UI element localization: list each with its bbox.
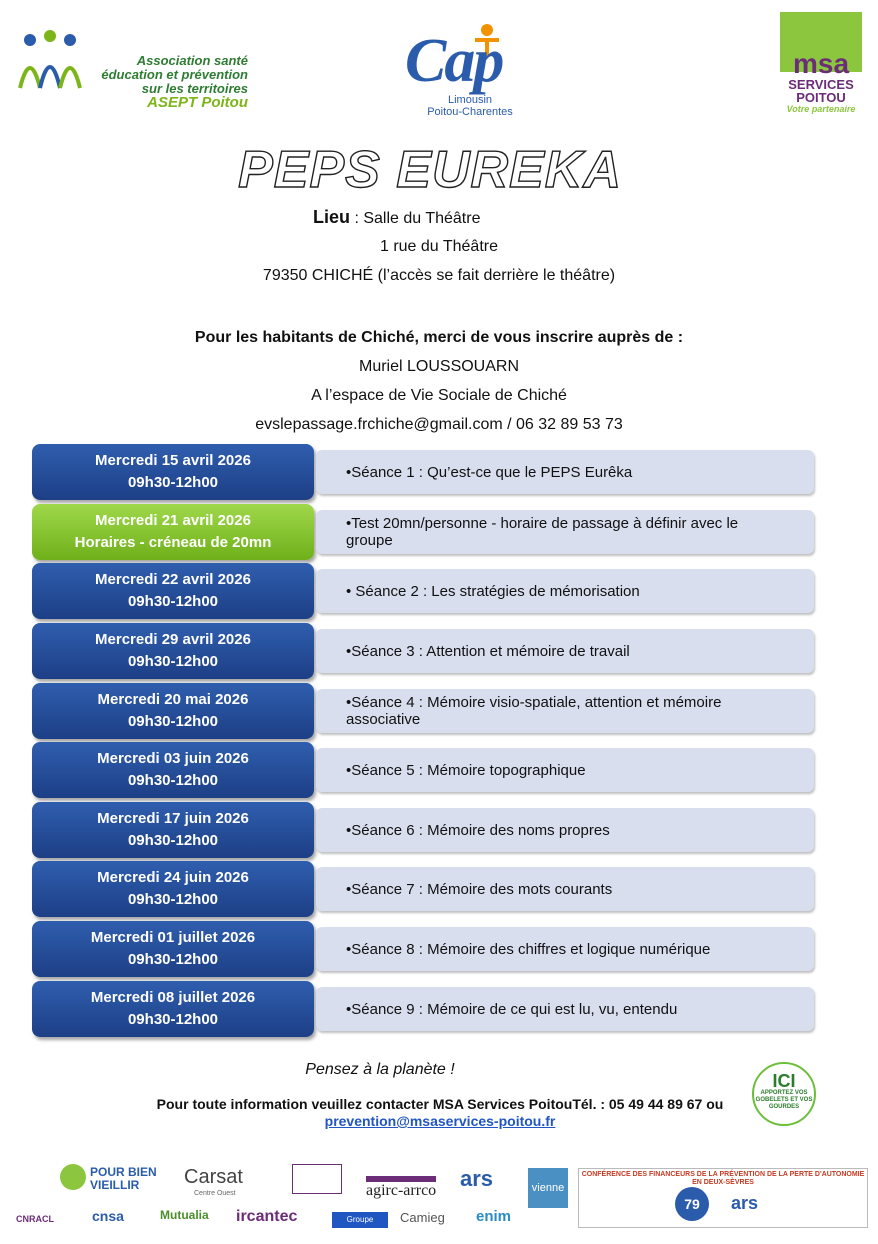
ars-logo: ars bbox=[460, 1166, 494, 1191]
msa-poitou: POITOU bbox=[796, 90, 846, 105]
lieu-line bbox=[313, 207, 480, 228]
pour-bien-vieillir-logo bbox=[60, 1164, 170, 1194]
enim-logo: enim bbox=[476, 1208, 512, 1225]
contact-line: Pour toute information veuillez contacter MSA Services PoitouTél. : 05 49 44 89 67 ou bbox=[156, 1096, 724, 1112]
session-desc: •Séance 3 : Attention et mémoire de travail bbox=[316, 629, 814, 673]
session-desc: •Séance 4 : Mémoire visio-spatiale, attention et mémoire associative bbox=[316, 689, 814, 733]
lieu-sep: : bbox=[350, 210, 364, 227]
asept-line: sur les territoires bbox=[141, 81, 248, 96]
asept-line: éducation et prévention bbox=[101, 67, 248, 82]
session-time: 09h30-12h00 bbox=[127, 951, 219, 968]
cap-word: Cap bbox=[405, 27, 503, 95]
mutualia-logo: Mutualia bbox=[160, 1208, 209, 1222]
session-date-box bbox=[32, 981, 314, 1037]
session-time: 09h30-12h00 bbox=[127, 772, 219, 789]
session-row bbox=[32, 623, 816, 679]
conference-title: CONFÉRENCE DES FINANCEURS DE LA PRÉVENTION DE LA PERTE D'AUTONOMIE EN DEUX-SÈVRES bbox=[581, 1171, 865, 1186]
session-date: Mercredi 21 avril 2026 bbox=[95, 512, 251, 529]
msa-m: msa bbox=[792, 48, 850, 79]
inscription-heading: Pour les habitants de Chiché, merci de vous inscrire auprès de : bbox=[194, 329, 684, 346]
lieu-address: 1 rue du Théâtre bbox=[379, 238, 498, 255]
session-desc: •Séance 6 : Mémoire des noms propres bbox=[316, 808, 814, 852]
inscription-place: A l’espace de Vie Sociale de Chiché bbox=[311, 387, 567, 404]
session-time: 09h30-12h00 bbox=[127, 474, 219, 491]
cap-region bbox=[395, 94, 545, 118]
session-time: 09h30-12h00 bbox=[127, 832, 219, 849]
inscription-name: Muriel LOUSSOUARN bbox=[358, 358, 520, 375]
camieg-logo: Camieg bbox=[400, 1210, 445, 1225]
cnracl-logo: CNRACL bbox=[16, 1214, 54, 1224]
session-row bbox=[32, 802, 816, 858]
cap-region-line: Poitou-Charentes bbox=[427, 106, 513, 118]
session-date: Mercredi 24 juin 2026 bbox=[97, 869, 249, 886]
session-time: Horaires - créneau de 20mn bbox=[74, 534, 272, 551]
session-time: 09h30-12h00 bbox=[127, 593, 219, 610]
session-date: Mercredi 03 juin 2026 bbox=[97, 750, 249, 767]
deux-sevres-logo: 79 bbox=[675, 1187, 709, 1221]
inscription-contact: evslepassage.frchiche@gmail.com / 06 32 89 53 73 bbox=[255, 416, 623, 433]
asept-logo bbox=[10, 28, 250, 128]
session-row bbox=[32, 861, 816, 917]
agirc-arrco-logo: agirc-arrco bbox=[366, 1176, 436, 1200]
page-title: PEPS EUREKA bbox=[238, 141, 622, 199]
carsat-sub: Centre Ouest bbox=[194, 1190, 236, 1197]
asept-name: ASEPT Poitou bbox=[147, 94, 248, 111]
session-date: Mercredi 29 avril 2026 bbox=[95, 631, 251, 648]
session-date: Mercredi 01 juillet 2026 bbox=[90, 929, 256, 946]
session-time: 09h30-12h00 bbox=[127, 653, 219, 670]
cnsa-logo: cnsa bbox=[92, 1208, 124, 1224]
session-date-box bbox=[32, 623, 314, 679]
session-row bbox=[32, 742, 816, 798]
session-row bbox=[32, 981, 816, 1037]
session-time: 09h30-12h00 bbox=[127, 1011, 219, 1028]
asept-text bbox=[88, 54, 248, 110]
ici-text: ICI bbox=[772, 1071, 796, 1091]
session-date: Mercredi 17 juin 2026 bbox=[97, 810, 249, 827]
session-row bbox=[32, 563, 816, 619]
pbv-badge-icon bbox=[60, 1164, 86, 1190]
session-desc: •Séance 7 : Mémoire des mots courants bbox=[316, 867, 814, 911]
carsat-logo: Carsat bbox=[184, 1166, 243, 1188]
session-date-box bbox=[32, 683, 314, 739]
cap-logo bbox=[395, 22, 565, 127]
session-date-box bbox=[32, 742, 314, 798]
session-desc: •Séance 8 : Mémoire des chiffres et logique numérique bbox=[316, 927, 814, 971]
agrica-logo: Groupe AGRICA bbox=[332, 1212, 388, 1228]
session-desc: •Séance 1 : Qu’est-ce que le PEPS Eurêka bbox=[316, 450, 814, 494]
ircantec-logo: ircantec bbox=[236, 1208, 298, 1225]
ars-logo-small: ars bbox=[731, 1193, 759, 1213]
people-icon bbox=[10, 28, 88, 98]
session-desc: •Séance 9 : Mémoire de ce qui est lu, vu, entendu bbox=[316, 987, 814, 1031]
ici-badge bbox=[752, 1062, 816, 1126]
session-date-box bbox=[32, 444, 314, 500]
session-desc: • Séance 2 : Les stratégies de mémorisation bbox=[316, 569, 814, 613]
session-date-box bbox=[32, 504, 314, 560]
msa-services: SERVICES bbox=[788, 77, 854, 92]
session-date-box bbox=[32, 921, 314, 977]
msa-logo bbox=[780, 12, 862, 130]
pbv-text: POUR BIEN VIEILLIR bbox=[90, 1165, 157, 1192]
session-date: Mercredi 22 avril 2026 bbox=[95, 571, 251, 588]
session-desc: •Test 20mn/personne - horaire de passage à définir avec le groupe bbox=[316, 510, 814, 554]
session-time: 09h30-12h00 bbox=[127, 713, 219, 730]
session-row bbox=[32, 683, 816, 739]
lieu-label: Lieu bbox=[313, 207, 351, 227]
session-date: Mercredi 15 avril 2026 bbox=[95, 452, 251, 469]
ici-subtext: APPORTEZ VOS GOBELETS ET VOS GOURDES bbox=[755, 1090, 813, 1110]
session-date: Mercredi 08 juillet 2026 bbox=[90, 989, 256, 1006]
vienne-logo: vienne bbox=[528, 1168, 568, 1208]
session-date: Mercredi 20 mai 2026 bbox=[97, 691, 249, 708]
conference-financeurs-box bbox=[578, 1168, 868, 1228]
session-time: 09h30-12h00 bbox=[127, 891, 219, 908]
session-date-box bbox=[32, 802, 314, 858]
msa-small-logo bbox=[292, 1164, 342, 1194]
session-row bbox=[32, 921, 816, 977]
cap-region-line: Limousin bbox=[447, 94, 493, 106]
planet-note: Pensez à la planète ! bbox=[305, 1061, 455, 1078]
session-row bbox=[32, 444, 816, 500]
asept-line: Association santé bbox=[136, 53, 248, 68]
contact-email-link[interactable]: prevention@msaservices-poitou.fr bbox=[324, 1113, 556, 1129]
session-row bbox=[32, 504, 816, 560]
lieu-city: 79350 CHICHÉ (l’accès se fait derrière le théâtre) bbox=[262, 267, 616, 284]
lieu-place: Salle du Théâtre bbox=[363, 210, 481, 227]
msa-text bbox=[780, 50, 862, 115]
session-desc: •Séance 5 : Mémoire topographique bbox=[316, 748, 814, 792]
session-date-box bbox=[32, 861, 314, 917]
msa-tagline: Votre partenaire bbox=[786, 104, 856, 114]
session-date-box bbox=[32, 563, 314, 619]
